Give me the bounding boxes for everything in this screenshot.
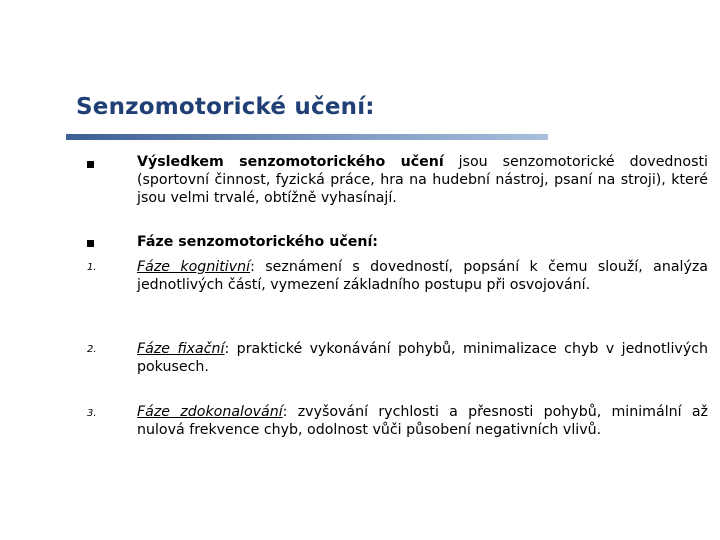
phase-text: : zvyšování rychlosti a přesnosti pohybů, minimální až nulová frekvence chyb, odolnost vůči působení negativních vlivů.: [137, 404, 708, 438]
title-underline-rule: [66, 134, 548, 140]
paragraph-result: [137, 153, 708, 207]
paragraph-result-bold: Výsledkem senzomotorického učení: [137, 154, 444, 170]
phases-heading-text: Fáze senzomotorického učení:: [137, 234, 378, 250]
phase-text: : seznámení s dovedností, popsání k čemu slouží, analýza jednotlivých částí, vymezení základního postupu při osvojování.: [137, 259, 708, 293]
square-bullet-icon: [87, 240, 94, 247]
phase-number: 2.: [87, 344, 97, 355]
phase-item: [137, 340, 708, 376]
phase-name: Fáze zdokonalování: [137, 404, 283, 420]
phase-item: [137, 403, 708, 439]
paragraph-result-text: jsou senzomotorické dovednosti (sportovní činnost, fyzická práce, hra na hudební nástroj, psaní na stroji), které jsou velmi trvalé, obtížně vyhasínají.: [137, 154, 708, 206]
phase-number: 3.: [87, 408, 97, 419]
phase-name: Fáze fixační: [137, 341, 225, 357]
phase-item: [137, 258, 708, 294]
phase-name: Fáze kognitivní: [137, 259, 251, 275]
square-bullet-icon: [87, 161, 94, 168]
phase-number: 1.: [87, 262, 97, 273]
phases-heading: [137, 233, 708, 251]
phase-text: : praktické vykonávání pohybů, minimalizace chyb v jednotlivých pokusech.: [137, 341, 709, 375]
slide-title: Senzomotorické učení:: [76, 94, 375, 120]
